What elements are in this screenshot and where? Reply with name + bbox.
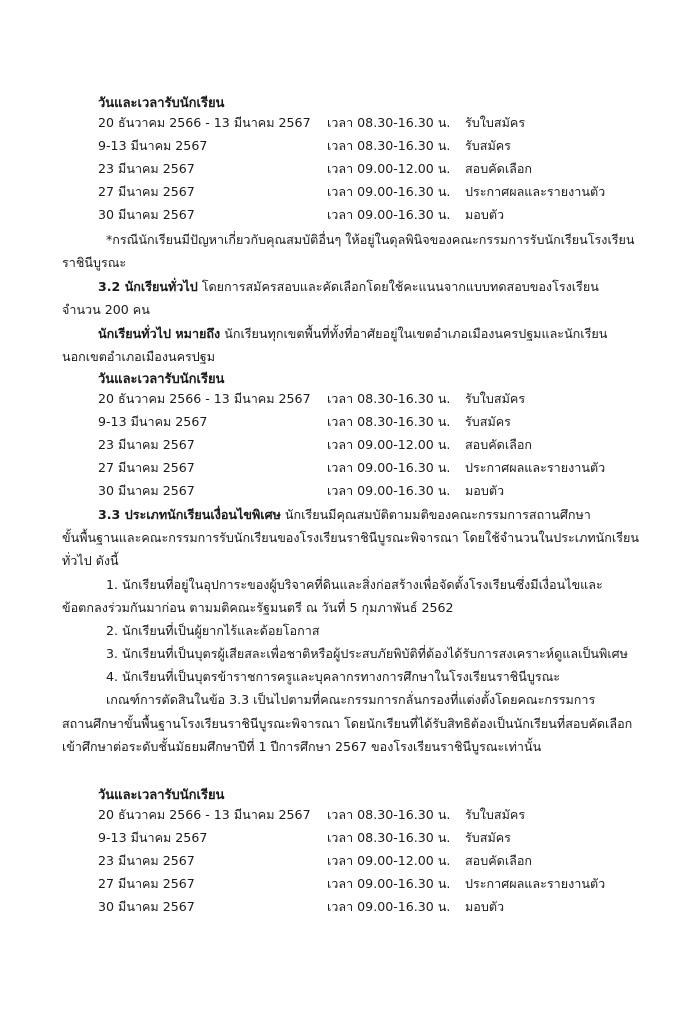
schedule-activity: ประกาศผลและรายงานตัว xyxy=(465,184,606,199)
schedule-activity: ประกาศผลและรายงานตัว xyxy=(465,876,606,891)
schedule-date: 20 ธันวาคม 2566 - 13 มีนาคม 2567 xyxy=(98,391,311,406)
schedule-activity: รับใบสมัคร xyxy=(465,807,526,822)
schedule-title: วันและเวลารับนักเรียน xyxy=(98,96,225,111)
schedule-row xyxy=(98,159,658,177)
schedule-activity: สอบคัดเลือก xyxy=(465,437,533,452)
schedule-date: 30 มีนาคม 2567 xyxy=(98,899,195,914)
schedule-row xyxy=(98,897,658,915)
schedule-row xyxy=(98,828,658,846)
schedule-activity: มอบตัว xyxy=(465,207,505,222)
section-heading: 3.2 นักเรียนทั่วไป xyxy=(98,279,198,294)
schedule-row xyxy=(98,389,658,407)
paragraph-line: นอกเขตอำเภอเมืองนครปฐม xyxy=(62,349,216,364)
schedule-time: เวลา 09.00-12.00 น. xyxy=(327,437,451,452)
schedule-activity: ประกาศผลและรายงานตัว xyxy=(465,460,606,475)
schedule-time: เวลา 09.00-16.30 น. xyxy=(327,460,451,475)
paragraph-text: โดยการสมัครสอบและคัดเลือกโดยใช้คะแนนจากแบบทดสอบของโรงเรียน xyxy=(197,279,599,294)
schedule-date: 27 มีนาคม 2567 xyxy=(98,876,195,891)
schedule-row xyxy=(98,851,658,869)
schedule-activity: รับสมัคร xyxy=(465,414,511,429)
schedule-row xyxy=(98,205,658,223)
criteria-line: สถานศึกษาขั้นพื้นฐานโรงเรียนราชินีบูรณะพิจารณา โดยนักเรียนที่ได้รับสิทธิต้องเป็นนักเรียนที่สอบคัดเลือก xyxy=(62,716,633,731)
schedule-time: เวลา 09.00-16.30 น. xyxy=(327,483,451,498)
schedule-date: 9-13 มีนาคม 2567 xyxy=(98,414,208,429)
schedule-activity: มอบตัว xyxy=(465,899,505,914)
section-3-3-paragraph xyxy=(98,505,591,525)
schedule-row xyxy=(98,182,658,200)
schedule-date: 9-13 มีนาคม 2567 xyxy=(98,830,208,845)
schedule-time: เวลา 09.00-12.00 น. xyxy=(327,161,451,176)
schedule-time: เวลา 09.00-16.30 น. xyxy=(327,207,451,222)
schedule-time: เวลา 09.00-16.30 น. xyxy=(327,899,451,914)
schedule-activity: รับสมัคร xyxy=(465,138,511,153)
paragraph-text: นักเรียนทุกเขตพื้นที่ทั้งที่อาศัยอยู่ในเขตอำเภอเมืองนครปฐมและนักเรียน xyxy=(220,326,608,341)
schedule-time: เวลา 09.00-16.30 น. xyxy=(327,876,451,891)
schedule-time: เวลา 09.00-12.00 น. xyxy=(327,853,451,868)
schedule-time: เวลา 09.00-16.30 น. xyxy=(327,184,451,199)
schedule-date: 20 ธันวาคม 2566 - 13 มีนาคม 2567 xyxy=(98,807,311,822)
schedule-activity: มอบตัว xyxy=(465,483,505,498)
schedule-time: เวลา 08.30-16.30 น. xyxy=(327,807,451,822)
schedule-title: วันและเวลารับนักเรียน xyxy=(98,372,225,387)
schedule-date: 27 มีนาคม 2567 xyxy=(98,184,195,199)
schedule-date: 23 มีนาคม 2567 xyxy=(98,437,195,452)
section-3-2-paragraph xyxy=(98,277,599,297)
schedule-time: เวลา 08.30-16.30 น. xyxy=(327,391,451,406)
schedule-row xyxy=(98,113,658,131)
schedule-row xyxy=(98,805,658,823)
schedule-time: เวลา 08.30-16.30 น. xyxy=(327,414,451,429)
list-item-3: 3. นักเรียนที่เป็นบุตรผู้เสียสละเพื่อชาติหรือผู้ประสบภัยพิบัติที่ต้องได้รับการสงเคราะห์ดูแลเป็นพิเศษ xyxy=(106,646,628,661)
schedule-row xyxy=(98,481,658,499)
schedule-date: 30 มีนาคม 2567 xyxy=(98,483,195,498)
schedule-activity: สอบคัดเลือก xyxy=(465,853,533,868)
paragraph-line: ทั่วไป ดังนี้ xyxy=(62,553,119,568)
paragraph-text: นักเรียนมีคุณสมบัติตามมติของคณะกรรมการสถานศึกษา xyxy=(280,507,591,522)
schedule-date: 23 มีนาคม 2567 xyxy=(98,853,195,868)
section-heading: 3.3 ประเภทนักเรียนเงื่อนไขพิเศษ xyxy=(98,507,281,522)
definition-paragraph xyxy=(98,324,607,344)
list-item-4: 4. นักเรียนที่เป็นบุตรข้าราชการครูและบุคลากรทางการศึกษาในโรงเรียนราชินีบูรณะ xyxy=(106,669,561,684)
schedule-activity: สอบคัดเลือก xyxy=(465,161,533,176)
schedule-row xyxy=(98,874,658,892)
schedule-row xyxy=(98,136,658,154)
schedule-activity: รับใบสมัคร xyxy=(465,391,526,406)
paragraph-line: ขั้นพื้นฐานและคณะกรรมการรับนักเรียนของโรงเรียนราชินีบูรณะพิจารณา โดยใช้จำนวนในประเภทนักเรียน xyxy=(62,530,639,545)
note-line: ราชินีบูรณะ xyxy=(62,255,127,270)
schedule-date: 23 มีนาคม 2567 xyxy=(98,161,195,176)
schedule-date: 30 มีนาคม 2567 xyxy=(98,207,195,222)
list-item-1-line: ข้อตกลงร่วมกันมาก่อน ตามมติคณะรัฐมนตรี ณ วันที่ 5 กุมภาพันธ์ 2562 xyxy=(62,600,454,615)
schedule-date: 27 มีนาคม 2567 xyxy=(98,460,195,475)
paragraph-line: จำนวน 200 คน xyxy=(62,302,150,317)
definition-heading: นักเรียนทั่วไป หมายถึง xyxy=(98,326,221,341)
schedule-date: 20 ธันวาคม 2566 - 13 มีนาคม 2567 xyxy=(98,115,311,130)
list-item-2: 2. นักเรียนที่เป็นผู้ยากไร้และด้อยโอกาส xyxy=(106,623,320,638)
schedule-time: เวลา 08.30-16.30 น. xyxy=(327,138,451,153)
schedule-date: 9-13 มีนาคม 2567 xyxy=(98,138,208,153)
list-item-1-line: 1. นักเรียนที่อยู่ในอุปการะของผู้บริจาคที่ดินและสิ่งก่อสร้างเพื่อจัดตั้งโรงเรียนซึ่งมีเงื่อนไขและ xyxy=(106,577,603,592)
schedule-activity: รับสมัคร xyxy=(465,830,511,845)
schedule-time: เวลา 08.30-16.30 น. xyxy=(327,830,451,845)
note-line: *กรณีนักเรียนมีปัญหาเกี่ยวกับคุณสมบัติอื่นๆ ให้อยู่ในดุลพินิจของคณะกรรมการรับนักเรียนโรงเรียน xyxy=(106,232,635,247)
schedule-title: วันและเวลารับนักเรียน xyxy=(98,788,225,803)
schedule-row xyxy=(98,412,658,430)
criteria-line: เกณฑ์การตัดสินในข้อ 3.3 เป็นไปตามที่คณะกรรมการกลั่นกรองที่แต่งตั้งโดยคณะกรรมการ xyxy=(106,692,596,707)
criteria-line: เข้าศึกษาต่อระดับชั้นมัธยมศึกษาปีที่ 1 ปีการศึกษา 2567 ของโรงเรียนราชินีบูรณะเท่านั้น xyxy=(62,739,542,754)
schedule-activity: รับใบสมัคร xyxy=(465,115,526,130)
schedule-row xyxy=(98,435,658,453)
schedule-row xyxy=(98,458,658,476)
schedule-time: เวลา 08.30-16.30 น. xyxy=(327,115,451,130)
